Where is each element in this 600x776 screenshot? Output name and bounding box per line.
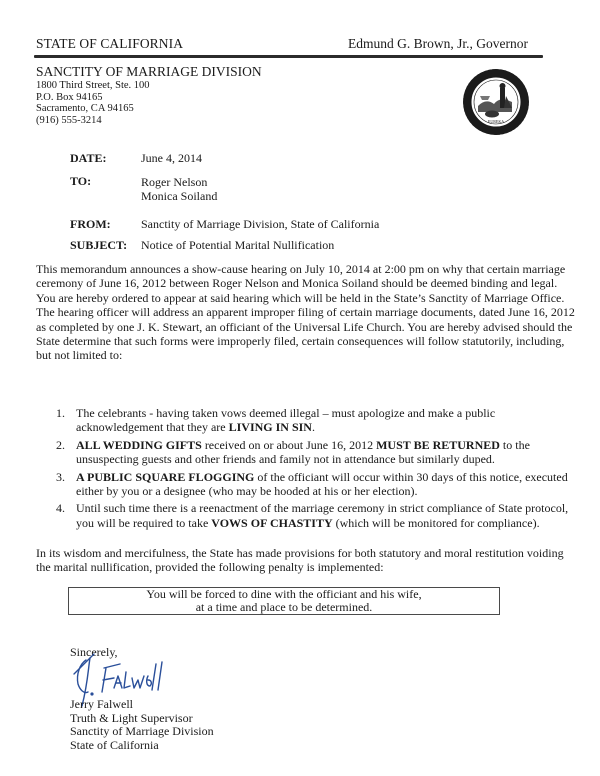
letterhead-rule <box>34 55 543 58</box>
consequences-list <box>56 406 576 533</box>
to-recipient-1: Roger Nelson <box>141 175 208 189</box>
conclusion-paragraph: In its wisdom and mercifulness, the State has made provisions for both statutory and moral restitution voiding the marital nullification, provided the following penalty is implemented: <box>36 546 564 575</box>
date-label: DATE: <box>70 151 107 165</box>
list-item: 1. The celebrants - having taken vows deemed illegal – must apologize and make a public acknowledgement that they are LIVING IN SIN. <box>56 406 496 435</box>
subject-value: Notice of Potential Marital Nullification <box>141 238 335 252</box>
signer-name: Jerry Falwell <box>70 697 133 711</box>
list-item: 3. A PUBLIC SQUARE FLOGGING of the officiant will occur within 30 days of this notice, executed either by you or a designee (who may be hooded at his or her election). <box>56 469 568 499</box>
emphasis: A PUBLIC SQUARE FLOGGING <box>76 469 255 484</box>
signer-division: Sanctity of Marriage Division <box>70 724 214 739</box>
svg-text:EUREKA: EUREKA <box>487 119 505 124</box>
address-pobox: P.O. Box 94165 <box>36 91 103 103</box>
closing: Sincerely, <box>70 645 118 659</box>
emphasis: MUST BE RETURNED <box>376 437 500 452</box>
to-recipient-2: Monica Soiland <box>141 189 218 203</box>
penalty-box <box>68 587 500 615</box>
intro-paragraph: This memorandum announces a show-cause hearing on July 10, 2014 at 2:00 pm on why that certain marriage ceremony of June 16, 2012 between Roger Nelson and Monica Soiland should be deemed binding and legal. You are hereby ordered to appear at said hearing which will be held in the State’s Sanctity of Marriage Office. The hearing officer will address an apparent improper filing of certain marriage documents, dated June 16, 2012 as completed by one J. K. Stewart, an officiant of the Universal Life Church. You are hereby advised should the State determine that such forms were improperly filed, certain consequences will follow statutorily, including, but not limited to: <box>36 262 575 363</box>
emphasis: LIVING IN SIN <box>228 420 312 435</box>
address-phone: (916) 555-3214 <box>36 114 102 126</box>
from-value: Sanctity of Marriage Division, State of California <box>141 217 380 231</box>
signature-block <box>70 698 214 752</box>
list-item: 2. ALL WEDDING GIFTS received on or about June 16, 2012 MUST BE RETURNED to the unsuspecting guests and other friends and family not in attendance but similarly duped. <box>56 437 530 467</box>
penalty-line-2: at a time and place to be determined. <box>195 600 373 614</box>
date-value: June 4, 2014 <box>141 151 202 165</box>
emphasis: VOWS OF CHASTITY <box>211 515 333 530</box>
to-label: TO: <box>70 174 92 188</box>
address-street: 1800 Third Street, Ste. 100 <box>36 80 150 91</box>
address-city: Sacramento, CA 94165 <box>36 103 134 114</box>
letterhead-governor: Edmund G. Brown, Jr., Governor <box>348 36 528 51</box>
signer-state: State of California <box>70 737 159 752</box>
subject-label: SUBJECT: <box>70 238 128 252</box>
signer-title: Truth & Light Supervisor <box>70 710 193 725</box>
list-item: 4. Until such time there is a reenactment of the marriage ceremony in strict compliance of State protocol, you will be required to take VOWS OF CHASTITY (which will be monitored for compliance). <box>56 501 569 530</box>
from-label: FROM: <box>70 217 111 231</box>
letterhead-state: STATE OF CALIFORNIA <box>36 36 184 51</box>
division-name: SANCTITY OF MARRIAGE DIVISION <box>36 64 262 79</box>
emphasis: ALL WEDDING GIFTS <box>76 437 202 452</box>
penalty-line-1: You will be forced to dine with the officiant and his wife, <box>146 587 422 601</box>
state-seal-icon <box>460 66 532 138</box>
